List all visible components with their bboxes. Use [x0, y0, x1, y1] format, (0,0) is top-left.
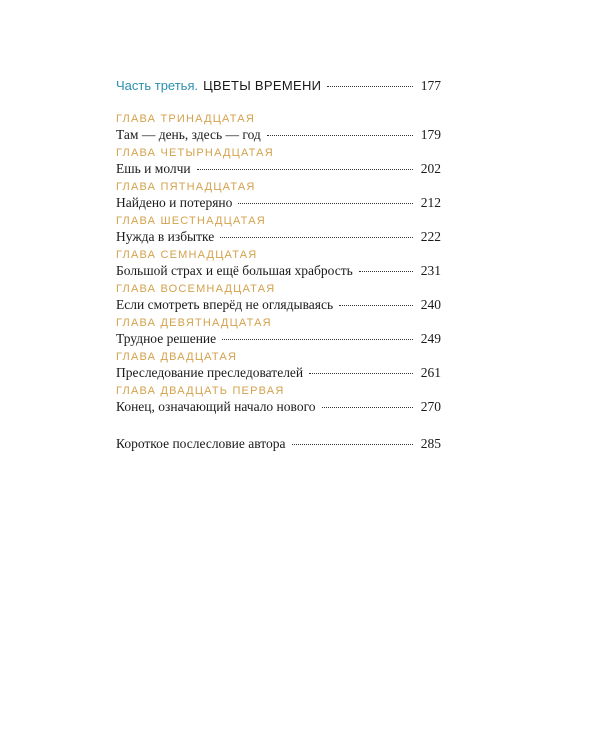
page-number: 240	[420, 297, 441, 312]
chapter-label: ГЛАВА СЕМНАДЦАТАЯ	[116, 249, 258, 261]
chapter-entry	[116, 214, 441, 248]
dot-leader	[322, 407, 413, 408]
chapter-label: ГЛАВА ТРИНАДЦАТАЯ	[116, 113, 255, 125]
chapter-title: Трудное решение	[116, 331, 217, 346]
dot-leader	[339, 305, 413, 306]
chapter-title: Преследование преследователей	[116, 365, 304, 380]
dot-leader	[309, 373, 413, 374]
page-number: 179	[420, 127, 441, 142]
dot-leader	[327, 86, 413, 87]
part-label: Часть третья.	[116, 78, 199, 93]
dot-leader	[220, 237, 413, 238]
afterword-title: Короткое послесловие автора	[116, 436, 286, 451]
chapter-label: ГЛАВА ДЕВЯТНАДЦАТАЯ	[116, 317, 272, 329]
table-of-contents	[116, 78, 441, 454]
page-number: 212	[420, 195, 441, 210]
chapter-entry	[116, 350, 441, 384]
chapter-entry	[116, 384, 441, 418]
afterword-entry	[116, 436, 441, 454]
chapter-title: Если смотреть вперёд не оглядываясь	[116, 297, 334, 312]
dot-leader	[359, 271, 413, 272]
chapter-label: ГЛАВА ПЯТНАДЦАТАЯ	[116, 181, 256, 193]
page-number: 222	[420, 229, 441, 244]
dot-leader	[238, 203, 413, 204]
part-title: ЦВЕТЫ ВРЕМЕНИ	[203, 78, 322, 93]
dot-leader	[267, 135, 413, 136]
page-number: 231	[420, 263, 441, 278]
chapter-title: Конец, означающий начало нового	[116, 399, 316, 414]
chapter-entry	[116, 146, 441, 180]
page-number: 202	[420, 161, 441, 176]
page-number: 249	[420, 331, 441, 346]
chapter-entry	[116, 248, 441, 282]
page-number: 261	[420, 365, 441, 380]
chapter-label: ГЛАВА ВОСЕМНАДЦАТАЯ	[116, 283, 276, 295]
chapter-entry	[116, 112, 441, 146]
chapter-label: ГЛАВА ДВАДЦАТАЯ	[116, 351, 238, 363]
chapter-title: Там — день, здесь — год	[116, 127, 261, 142]
chapter-label: ГЛАВА ЧЕТЫРНАДЦАТАЯ	[116, 147, 274, 159]
chapter-title: Ешь и молчи	[116, 161, 191, 176]
chapter-title: Нужда в избытке	[116, 229, 215, 244]
dot-leader	[222, 339, 413, 340]
dot-leader	[292, 444, 413, 445]
page-number: 285	[420, 436, 441, 451]
chapter-label: ГЛАВА ШЕСТНАДЦАТАЯ	[116, 215, 266, 227]
chapter-entry	[116, 180, 441, 214]
chapter-title: Найдено и потеряно	[116, 195, 233, 210]
dot-leader	[197, 169, 413, 170]
part-heading	[116, 78, 441, 98]
chapter-entry	[116, 316, 441, 350]
page-number: 270	[420, 399, 441, 414]
chapter-label: ГЛАВА ДВАДЦАТЬ ПЕРВАЯ	[116, 385, 285, 397]
page-number: 177	[420, 78, 441, 93]
chapter-title: Большой страх и ещё большая храбрость	[116, 263, 353, 278]
chapter-entry	[116, 282, 441, 316]
